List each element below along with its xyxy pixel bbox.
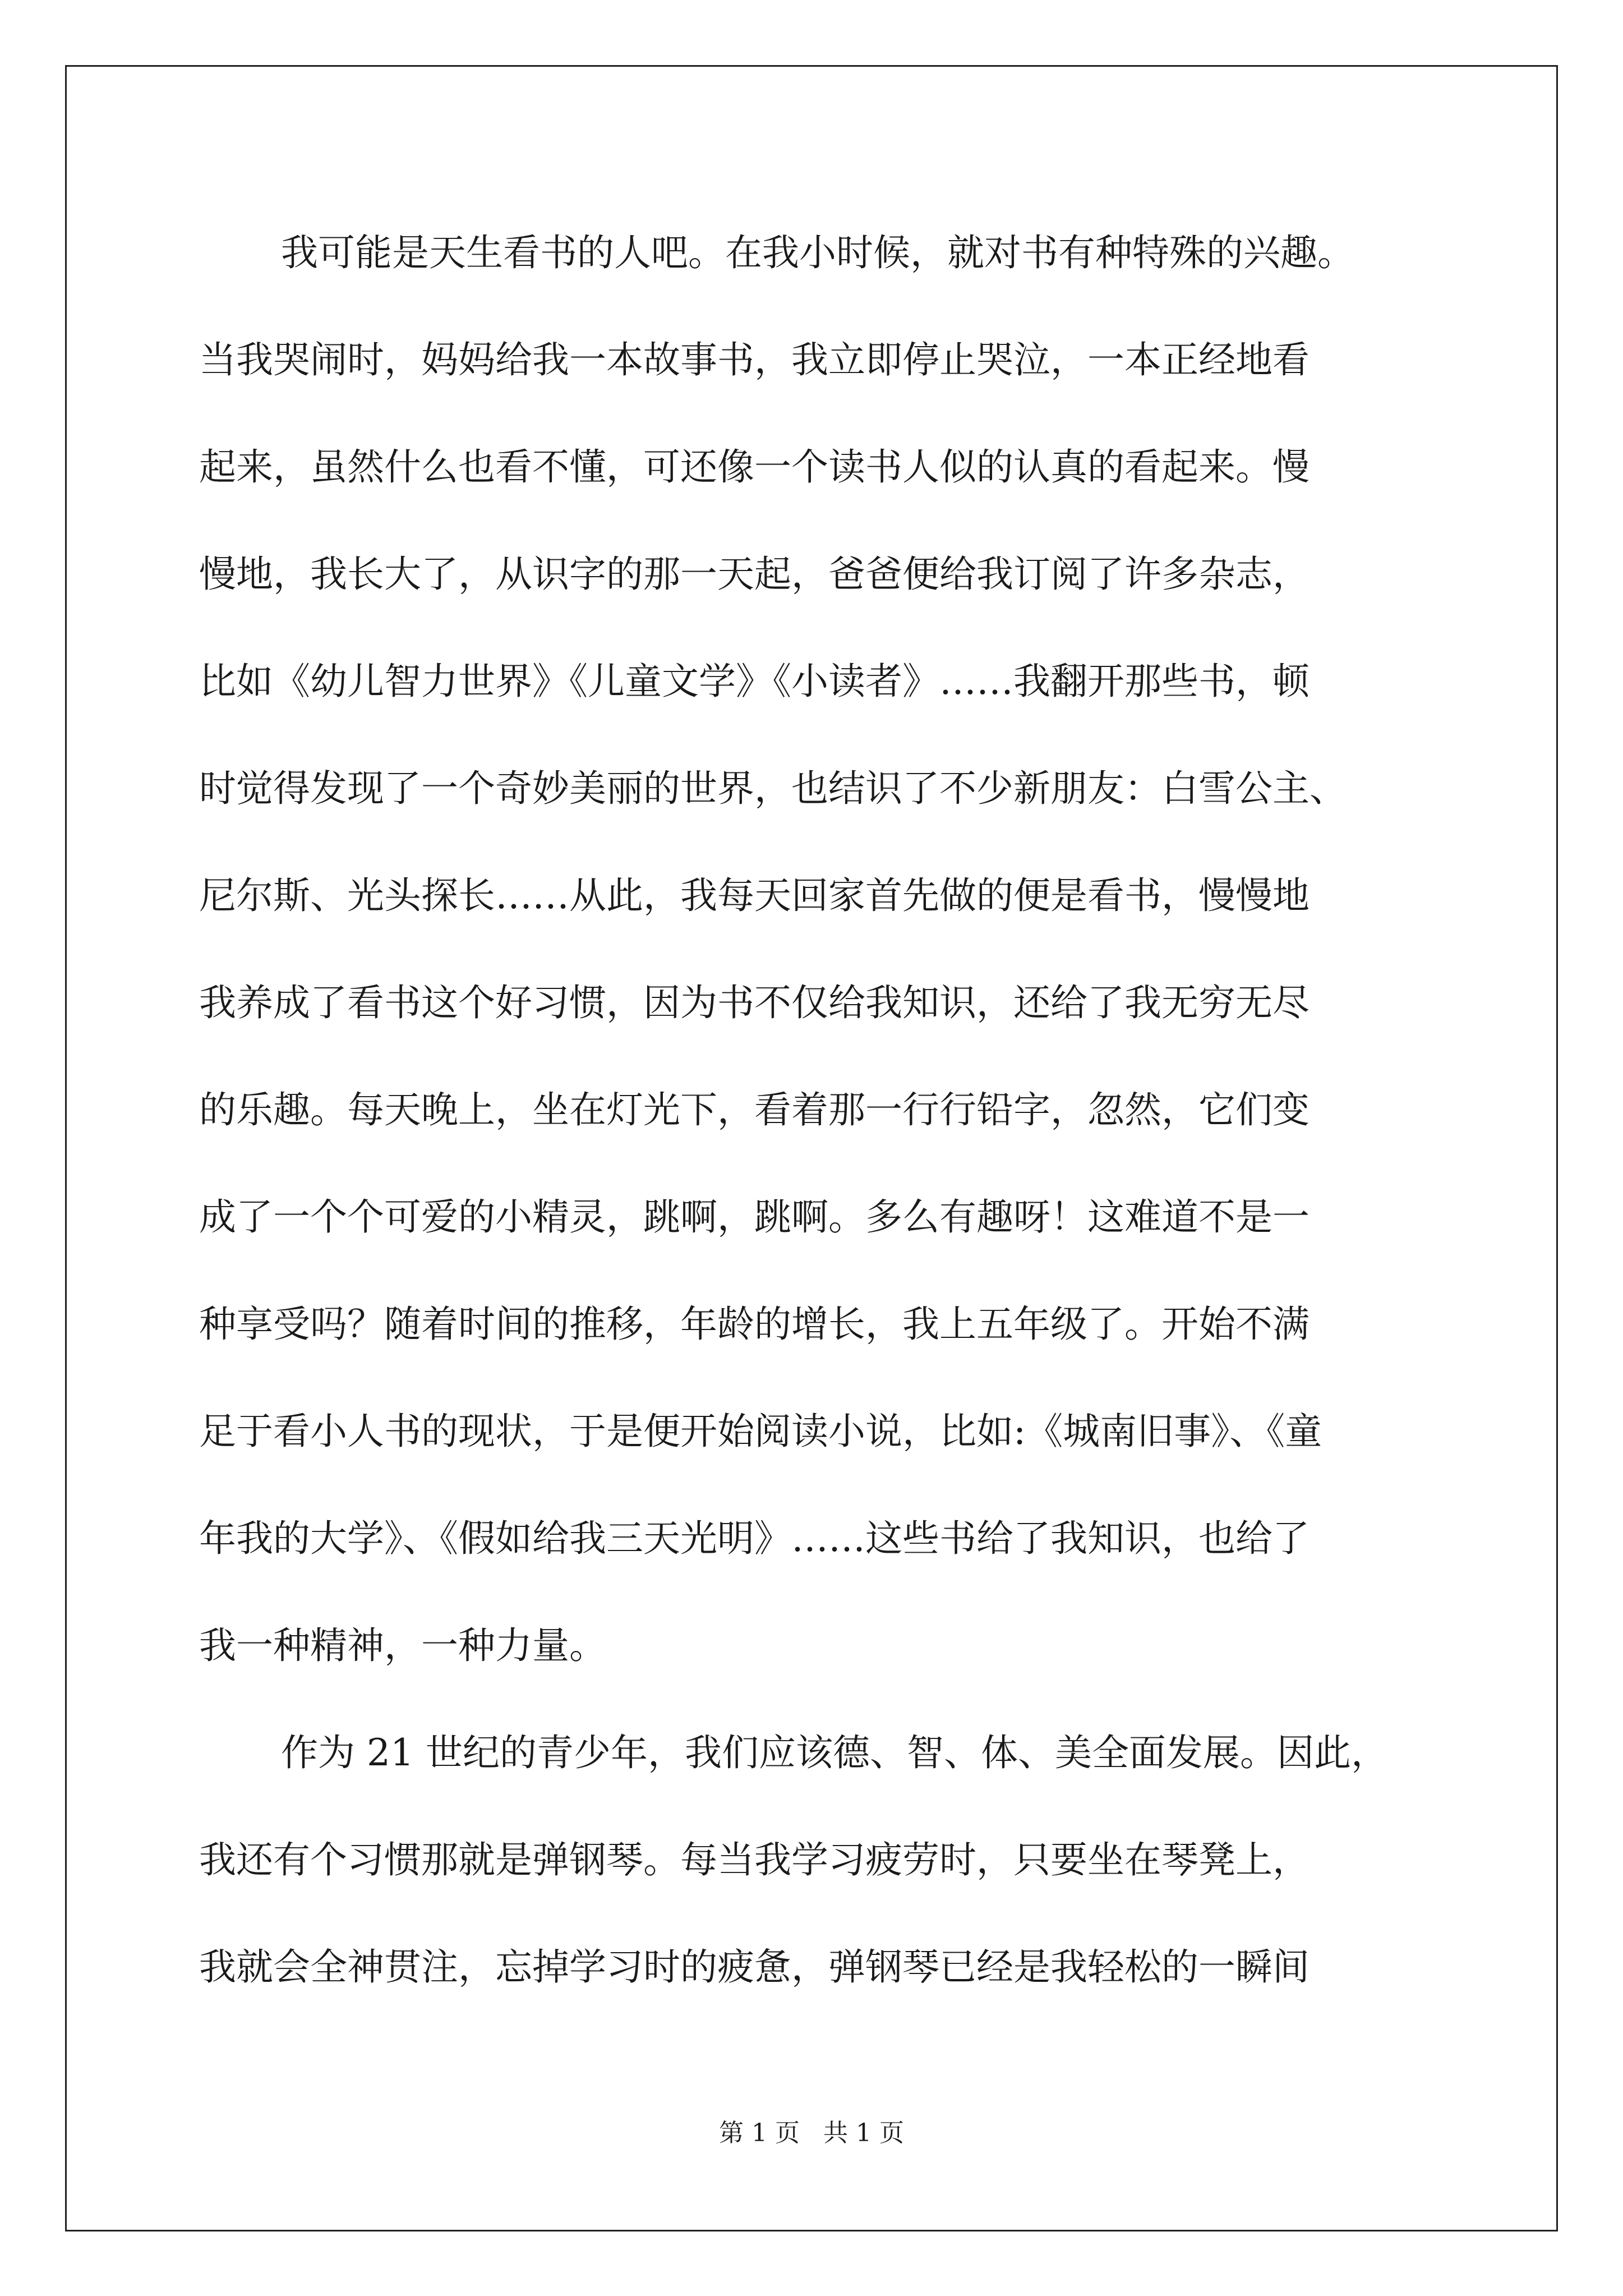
page-footer: 第 1 页 共 1 页 xyxy=(719,2119,904,2147)
text-line: 我一种精神，一种力量。 xyxy=(199,1624,606,1667)
text-line: 年我的大学》、《假如给我三天光明》……这些书给了我知识，也给了 xyxy=(199,1517,1310,1560)
text-line: 比如《幼儿智力世界》《儿童文学》《小读者》……我翻开那些书，顿 xyxy=(199,660,1310,703)
text-line: 我就会全神贯注，忘掉学习时的疲惫，弹钢琴已经是我轻松的一瞬间 xyxy=(199,1945,1310,1989)
text-line: 的乐趣。每天晚上，坐在灯光下，看着那一行行铅字，忽然，它们变 xyxy=(199,1088,1310,1131)
text-line: 时觉得发现了一个奇妙美丽的世界，也结识了不少新朋友：白雪公主、 xyxy=(199,767,1347,810)
text-line: 尼尔斯、光头探长……从此，我每天回家首先做的便是看书，慢慢地 xyxy=(199,874,1310,917)
text-line: 当我哭闹时，妈妈给我一本故事书，我立即停止哭泣，一本正经地看 xyxy=(199,338,1310,381)
text-line: 足于看小人书的现状，于是便开始阅读小说，比如:《城南旧事》、《童 xyxy=(199,1410,1322,1453)
text-line: 作为 21 世纪的青少年，我们应该德、智、体、美全面发展。因此， xyxy=(281,1731,1388,1774)
text-line: 慢地，我长大了，从识字的那一天起，爸爸便给我订阅了许多杂志， xyxy=(199,553,1310,596)
document-body xyxy=(199,199,1422,2021)
text-line: 成了一个个可爱的小精灵，跳啊，跳啊。多么有趣呀！这难道不是一 xyxy=(199,1195,1310,1239)
paragraph-2 xyxy=(199,1699,1422,2021)
paragraph-1 xyxy=(199,199,1422,1699)
text-line: 种享受吗？随着时间的推移，年龄的增长，我上五年级了。开始不满 xyxy=(199,1303,1310,1346)
text-line: 起来，虽然什么也看不懂，可还像一个读书人似的认真的看起来。慢 xyxy=(199,445,1310,489)
text-line: 我还有个习惯那就是弹钢琴。每当我学习疲劳时，只要坐在琴凳上， xyxy=(199,1838,1310,1881)
text-line: 我可能是天生看书的人吧。在我小时候，就对书有种特殊的兴趣。 xyxy=(281,231,1354,274)
text-line: 我养成了看书这个好习惯，因为书不仅给我知识，还给了我无穷无尽 xyxy=(199,981,1310,1024)
